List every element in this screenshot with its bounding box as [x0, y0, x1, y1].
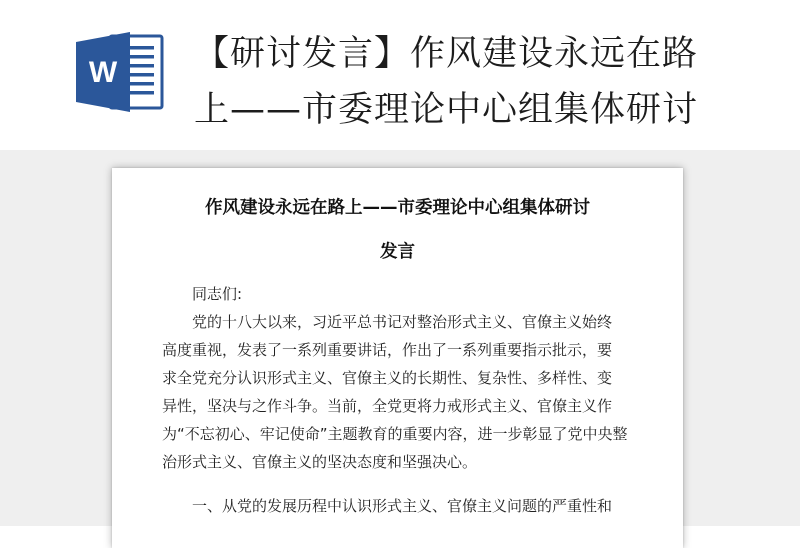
document-title-line-2: 发言: [380, 242, 415, 262]
paragraph-line: 治形式主义、官僚主义的坚决态度和坚强决心。: [162, 453, 478, 471]
svg-text:W: W: [88, 56, 118, 89]
paragraph-line: 为“不忘初心、牢记使命”主题教育的重要内容，进一步彰显了党中央整: [162, 425, 628, 443]
section-heading: 一、从党的发展历程中认识形式主义、官僚主义问题的严重性和: [192, 497, 613, 515]
paragraph-line: 异性，坚决与之作斗争。当前，全党更将力戒形式主义、官僚主义作: [162, 397, 613, 415]
header-banner: [0, 0, 800, 150]
title-line-2: 上——市委理论中心组集体研讨: [194, 90, 699, 130]
document-title: [112, 186, 683, 274]
salutation: 同志们:: [192, 285, 243, 303]
word-document-icon: [74, 32, 166, 112]
page-title: [194, 26, 784, 138]
paragraph-line: 求全党充分认识形式主义、官僚主义的长期性、复杂性、多样性、变: [162, 369, 613, 387]
paragraph-line: 党的十八大以来，习近平总书记对整治形式主义、官僚主义始终: [192, 313, 613, 331]
paragraph-line: 高度重视，发表了一系列重要讲话，作出了一系列重要指示批示，要: [162, 341, 613, 359]
title-line-1: 【研讨发言】作风建设永远在路: [194, 34, 699, 74]
document-title-line-1: 作风建设永远在路上——市委理论中心组集体研讨: [205, 198, 590, 218]
document-page: [112, 168, 683, 548]
document-body: [162, 280, 644, 520]
